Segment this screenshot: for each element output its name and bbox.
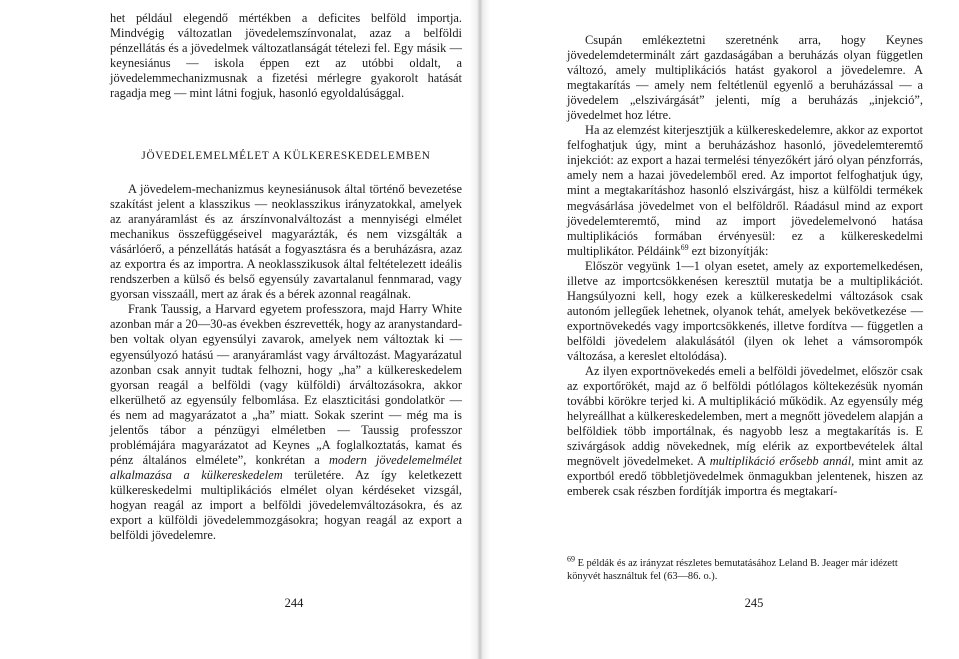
left-paragraph-2 — [110, 302, 462, 543]
right-paragraph-4-text-a: Az ilyen exportnövekedés emeli a belföldi jövedelmet, először csak az exportőrökét, majd az ő belföldi pótlólagos költekezésük nyomán további körökre terjed ki. A multiplikáció működik. Az egyensúly még helyreállhat a külkereskedelemben, mert a megnőtt jövedelem alapján a belföldiek több importálnak, és nagyobb lesz a megtakarítás is. E szivárgások addig növekednek, míg elérik az exportbevételek által megnövelt jövedelmeket. A — [567, 364, 923, 469]
right-paragraph-4 — [567, 364, 923, 499]
right-paragraph-1: Csupán emlékeztetni szeretnénk arra, hogy Keynes jövedelemdeterminált zárt gazdaságában a beruházás olyan független változó, amely multiplikációs hatást gyakorol a jövedelemre. A megtakarítás — amely nem feltétlenül egyenlő a beruházással — a jövedelem „elszivárgását” jelenti, míg a beruházás „injekció”, jövedelmet hoz létre. — [567, 33, 923, 123]
page-number-right: 245 — [744, 596, 764, 610]
right-page — [481, 0, 959, 659]
left-paragraph-2-text-a: Frank Taussig, a Harvard egyetem professzora, majd Harry White azonban már a 20—30-as években észrevették, hogy az aranystandard-ben voltak olyan egyensúlyi zavarok, amelyek nem változtak ki — egyensúlyozó hatású — aranyáramlást vagy árváltozást. Magyarázatul azonban csak annyit tudtak felhozni, hogy „ha” a külkereskedelem gyorsan reagál a belföldi (vagy külföldi) árváltozásokra, akkor elkerülhető az egyensúly felbomlása. Ez elaszticitási gondolatkör — és nem ad magyarázatot a „ha” miatt. Sokak szerint — még ma is jelentős tábor a pénzügyi elméletben — Taussig professzor problémájára magyarázatot ad Keynes „A foglalkoztatás, kamat és pénz általános elmélete”, konkrétan a — [110, 302, 462, 467]
right-paragraph-3: Először vegyünk 1—1 olyan esetet, amely az exportemelkedésen, illetve az importcsökkenésen keresztül mutatja be a multiplikációt. Hangsúlyozni kell, hogy ezek a külkereskedelmi változások csak autonóm jellegűek lehetnek, olyanok tehát, amelyek bekövetkezése — exportnövekedés vagy importcsökkenés, illetve fordítva — független a belföldi jövedelem alakulásától (ilyen ok lehet a vámsorompók változása, a kereslet eltolódása). — [567, 258, 923, 363]
section-title: JÖVEDELEMELMÉLET A KÜLKERESKEDELEMBEN — [141, 150, 431, 162]
right-body — [567, 33, 923, 499]
footnote-mark: 69 — [567, 554, 575, 564]
footnote-reference: 69 — [680, 242, 689, 252]
right-paragraph-2 — [567, 123, 923, 258]
right-paragraph-2-text-a: Ha az elemzést kiterjesztjük a külkereskedelemre, akkor az exportot felfoghatjuk úgy, mint a beruházáshoz hasonló, jövedelemteremtő injekciót: az export a hazai termelési tényezőkért járó olyan pénzforrás, amely nem a hazai jövedelemből ered. Az importot felfoghatjuk úgy, mint a megtakarításhoz hasonló elszivárgást, hisz a külföldi termékek megvásárlása jövedelmet von el belföldről. Ráadásul mind az export jövedelemteremtő, mind az import jövedelemelvonó hatása multiplikációs formában érvényesül: ez a külkereskedelmi multiplikátor. Példáink — [567, 123, 923, 258]
right-paragraph-4-text-b: , mint amit az exportból eredő többletjövedelmek önmagukban jelentenek, hiszen az emberek csak részben fordítják importra és megtakarí- — [567, 454, 923, 499]
page-number-left: 244 — [284, 596, 304, 610]
footnote-text: E példák és az irányzat részletes bemutatásához Leland B. Jeager már idézett könyvét használtuk fel (63—86. o.). — [567, 558, 898, 582]
left-body — [110, 182, 462, 543]
right-paragraph-4-italic: multiplikáció erősebb annál — [709, 454, 852, 469]
left-paragraph-2-text-b: területére. Az így keletkezett külkereskedelmi multiplikációs elmélet olyan kérdéseket vizsgál, hogyan reagál az import a belföldi jövedelemváltozásokra, és az export a külföldi jövedelemmozgásokra; hogyan reagál az export a belföldi jövedelemre. — [110, 467, 462, 543]
left-intro-paragraph — [110, 11, 462, 101]
left-paragraph-1: A jövedelem-mechanizmus keynesiánusok által történő bevezetése szakítást jelent a klasszikus — neoklasszikus irányzatokkal, amelyek az aranyáramlást és az árszínvonalváltozást a mennyiségi elmélet mechanikus összefüggéseivel magyarázták, és nem vizsgálták a vásárlóerő, a pénzellátás hatását a fogyasztásra és a beruházásra, azaz az exportra és az importra. A neoklasszikusok által feltételezett ideális rendszerben a külső és belső egyensúly zavartalanul fennmarad, vagy gyorsan visszaáll, mert az árak és a bérek azonnal reagálnak. — [110, 182, 462, 302]
left-page — [0, 0, 478, 659]
intro-text: het például elegendő mértékben a deficites belföld importja. Mindvégig változatlan jövedelemszínvonalat, azaz a belföldi pénzellátás és a jövedelmek változatlanságát tételezi fel. Egy másik — keynesiánus — iskola éppen ezt az utóbbi oldalt, a jövedelemmechanizmusnak a fizetési mérlegre gyakorolt hatását ragadja meg — mint látni fogjuk, hasonló egyoldalúsággal. — [110, 11, 462, 101]
footnote — [567, 554, 927, 583]
left-paragraph-2-italic: modern jövedelemelmélet alkalmazása a külkereskedelem — [110, 452, 462, 482]
right-paragraph-2-text-b: ezt bizonyítják: — [688, 243, 769, 258]
